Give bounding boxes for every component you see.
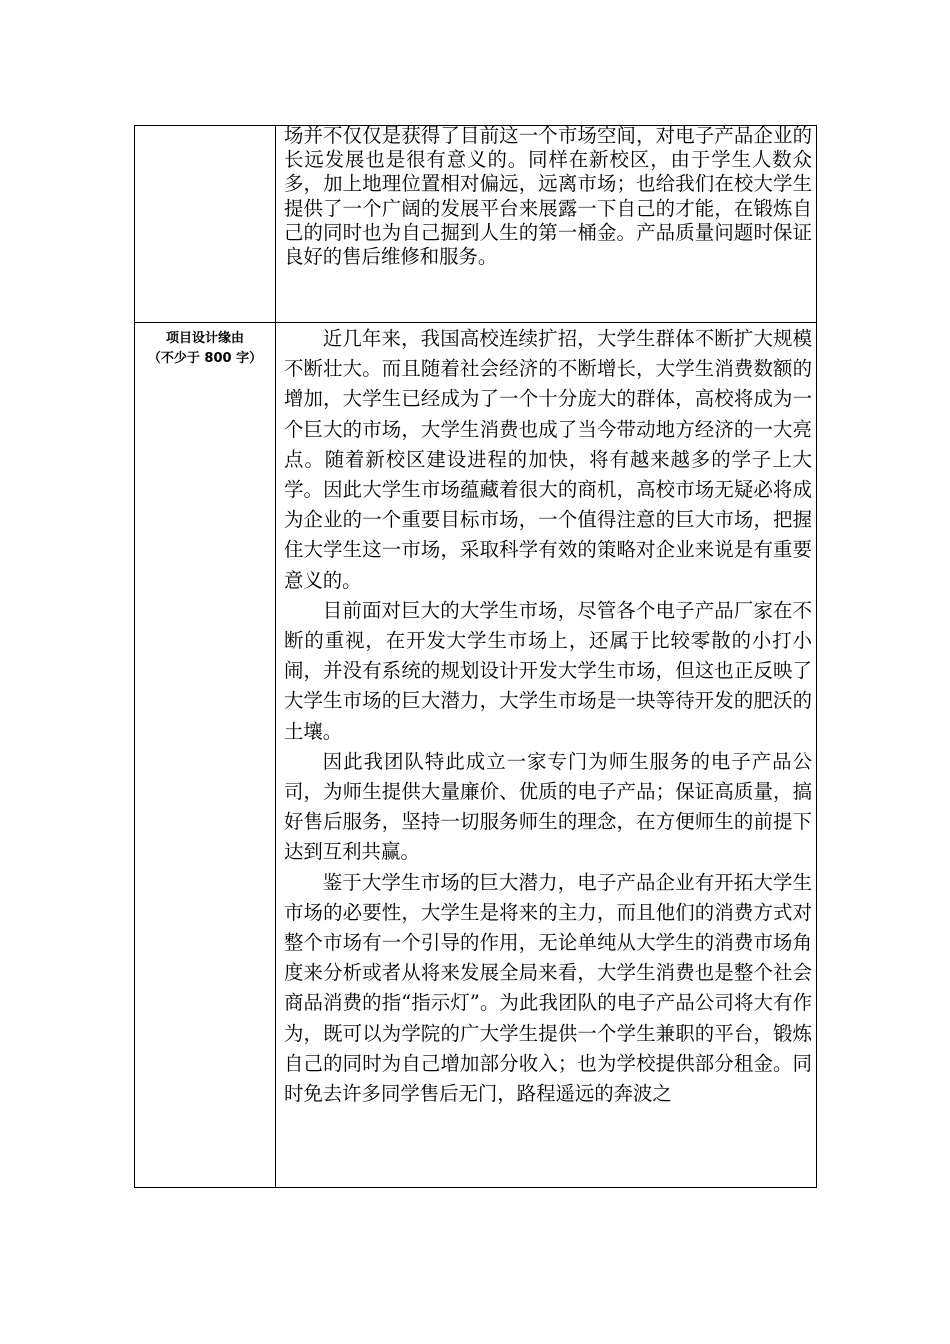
row-label-cell: [135, 323, 276, 1188]
row-label: [135, 126, 275, 132]
continued-paragraph: 场并不仅仅是获得了目前这一个市场空间，对电子产品企业的长远发展也是很有意义的。同样在新校区，由于学生人数众多，加上地理位置相对偏远，远离市场；也给我们在校大学生提供了一个广阔的发展平台来展露一下自己的才能，在锻炼自己的同时也为自己掘到人生的第一桶金。产品质量问题时保证良好的售后维修和服务。: [284, 124, 812, 269]
paragraph: 鉴于大学生市场的巨大潜力，电子产品企业有开拓大学生市场的必要性，大学生是将来的主力，而且他们的消费方式对整个市场有一个引导的作用，无论单纯从大学生的消费市场角度来分析或者从将来发展全局来看，大学生消费也是整个社会商品消费的指“指示灯”。为此我团队的电子产品公司将大有作为，既可以为学院的广大学生提供一个学生兼职的平台，锻炼自己的同时为自己增加部分收入；也为学校提供部分租金。同时免去许多同学售后无门，路程遥远的奔波之: [284, 870, 812, 1106]
row-label: [135, 323, 275, 369]
document-table: [134, 125, 817, 1188]
row-label-cell: [135, 126, 276, 323]
row-label-note: （不少于 800 字）: [147, 351, 263, 366]
table-row: [135, 126, 817, 323]
paragraph: 近几年来，我国高校连续扩招，大学生群体不断扩大规模不断壮大。而且随着社会经济的不断增长，大学生消费数额的增加，大学生已经成为了一个十分庞大的群体，高校将成为一个巨大的市场，大学生消费也成了当今带动地方经济的一大亮点。随着新校区建设进程的加快，将有越来越多的学子上大学。因此大学生市场蕴藏着很大的商机，高校市场无疑必将成为企业的一个重要目标市场，一个值得注意的巨大市场，把握住大学生这一市场，采取科学有效的策略对企业来说是有重要意义的。: [284, 327, 812, 592]
table-row: [135, 323, 817, 1188]
row-label-title: 项目设计缘由: [165, 331, 244, 346]
paragraph: 因此我团队特此成立一家专门为师生服务的电子产品公司，为师生提供大量廉价、优质的电子产品；保证高质量，搞好售后服务，坚持一切服务师生的理念，在方便师生的前提下达到互利共赢。: [284, 749, 812, 864]
row-content-cell: [276, 126, 817, 323]
paragraph: 目前面对巨大的大学生市场，尽管各个电子产品厂家在不断的重视，在开发大学生市场上，还属于比较零散的小打小闹，并没有系统的规划设计开发大学生市场，但这也正反映了大学生市场的巨大潜力，大学生市场是一块等待开发的肥沃的土壤。: [284, 598, 812, 743]
row-content-cell: [276, 323, 817, 1188]
